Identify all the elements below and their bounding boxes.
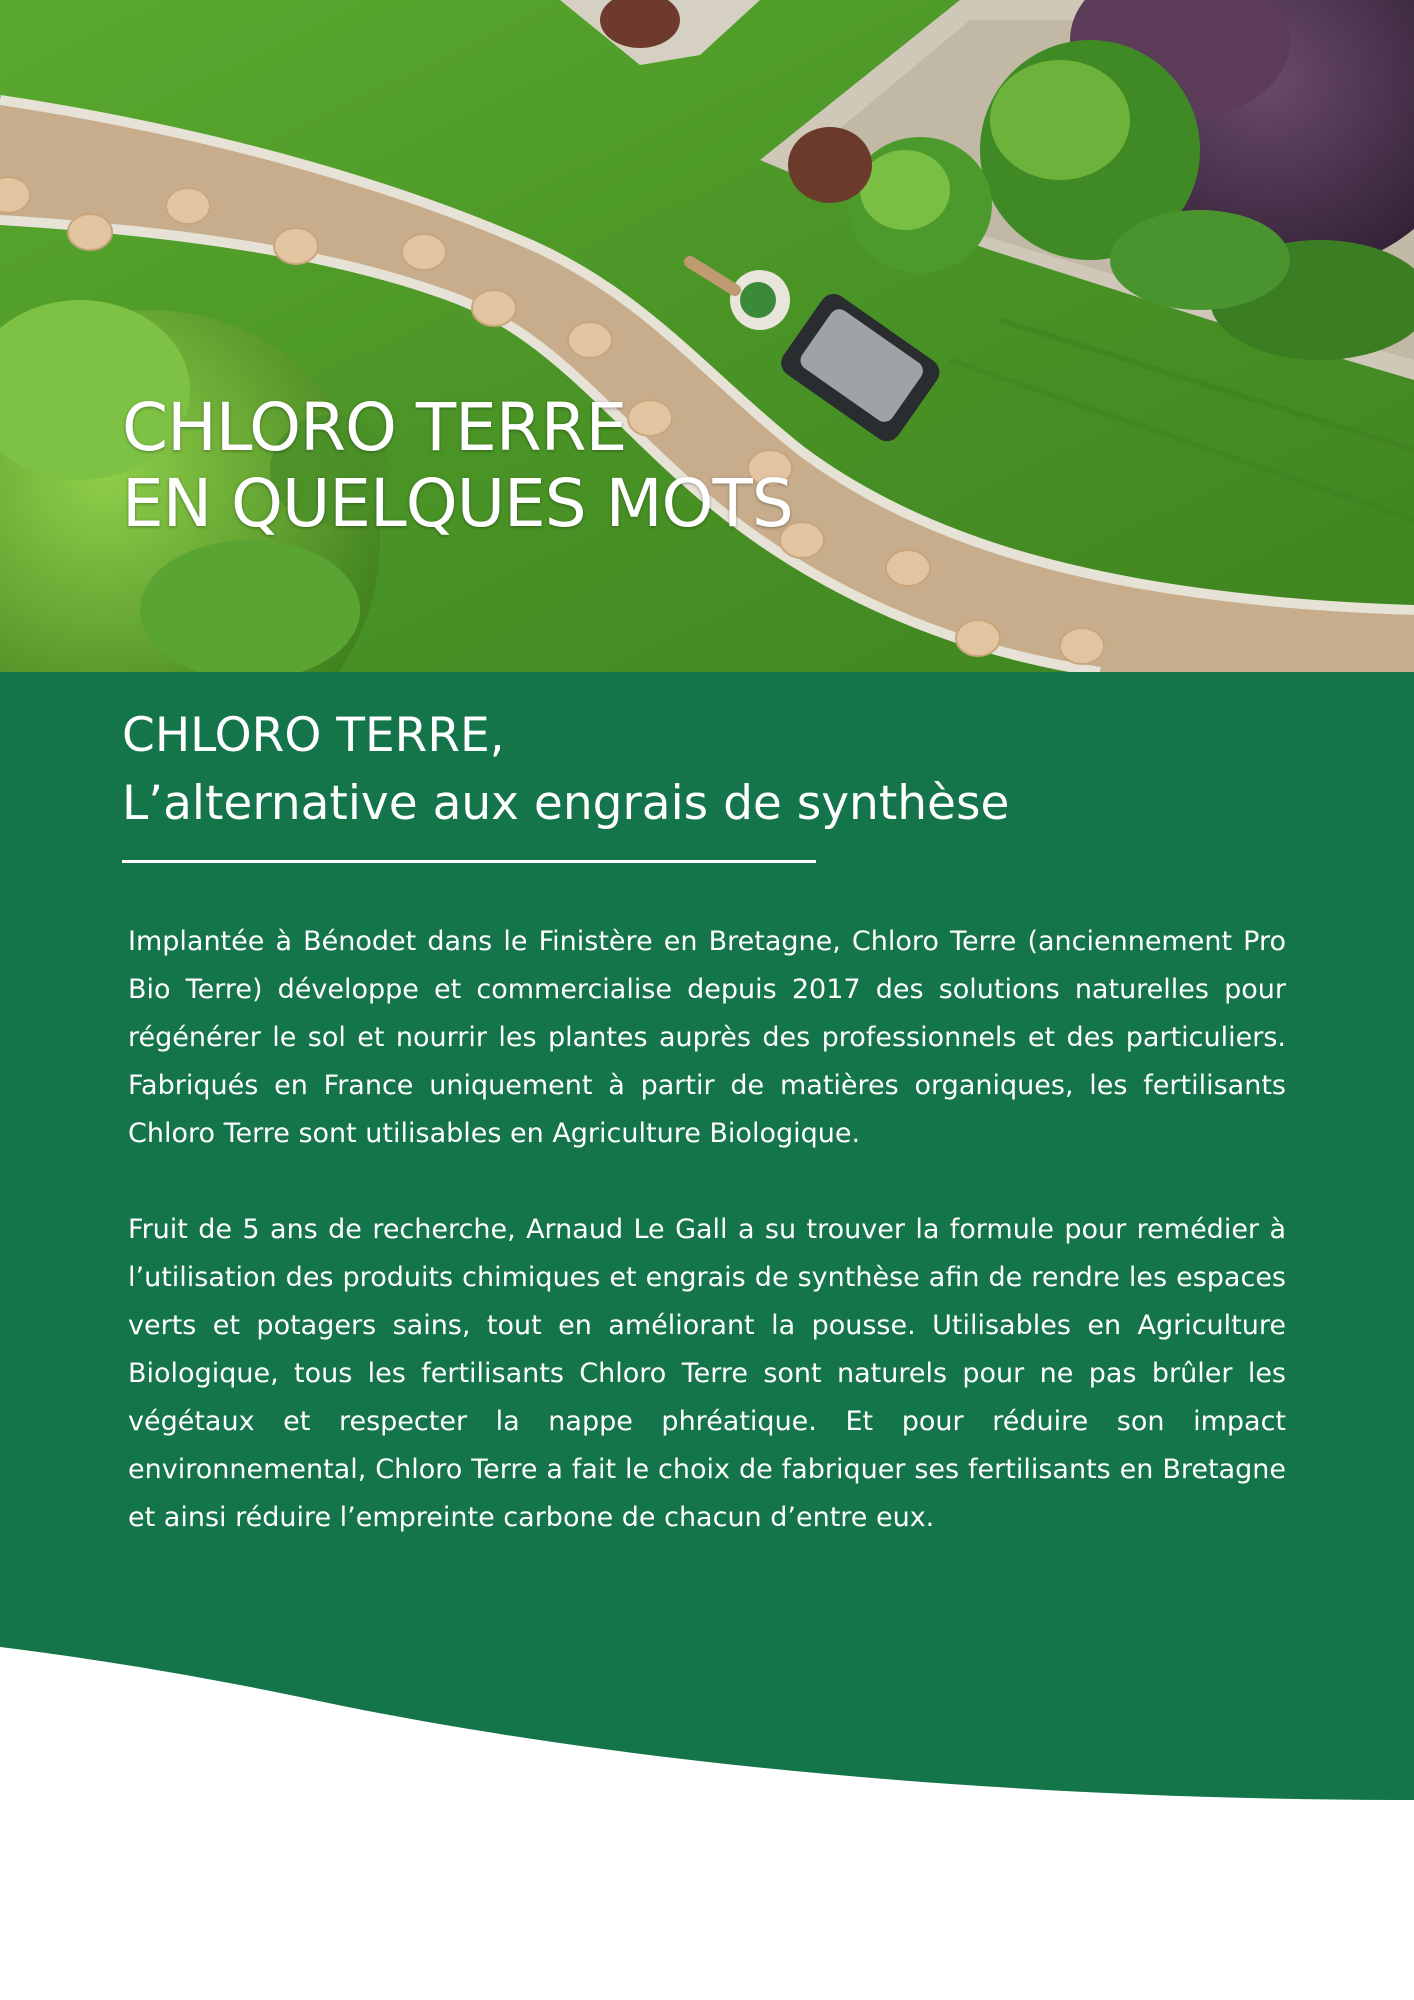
content-panel — [0, 672, 1414, 1800]
paragraph-2: Fruit de 5 ans de recherche, Arnaud Le Gall a su trouver la formule pour remédier à l’utilisation des produits chimiques et engrais de synthèse afin de rendre les espaces verts et potagers sains, tout en améliorant la pousse. Utilisables en Agriculture Biologique, tous les fertilisants Chloro Terre sont naturels pour ne pas brûler les végétaux et respecter la nappe phréatique. Et pour réduire son impact environnemental, Chloro Terre a fait le choix de fabriquer ses fertilisants en Bretagne et ainsi réduire l’empreinte carbone de chacun d’entre eux. — [128, 1214, 1286, 1533]
section-body — [128, 918, 1286, 1590]
section-heading-line-1: CHLORO TERRE, — [122, 708, 505, 763]
hero-title-line-2: EN QUELQUES MOTS — [122, 465, 793, 542]
hero-title-line-1: CHLORO TERRE — [122, 389, 627, 466]
garden-aerial-photo — [0, 0, 1414, 672]
section-heading-line-2: L’alternative aux engrais de synthèse — [122, 776, 1010, 831]
heading-divider — [122, 860, 816, 863]
section-heading — [122, 702, 1009, 838]
hero-banner — [0, 0, 1414, 672]
paragraph-1: Implantée à Bénodet dans le Finistère en Bretagne, Chloro Terre (anciennement Pro Bio Terre) développe et commercialise depuis 2017 des solutions naturelles pour régénérer le sol et nourrir les plantes auprès des professionnels et des particuliers. Fabriqués en France uniquement à partir de matières organiques, les fertilisants Chloro Terre sont utilisables en Agriculture Biologique. — [128, 926, 1286, 1149]
hero-title — [122, 390, 793, 542]
